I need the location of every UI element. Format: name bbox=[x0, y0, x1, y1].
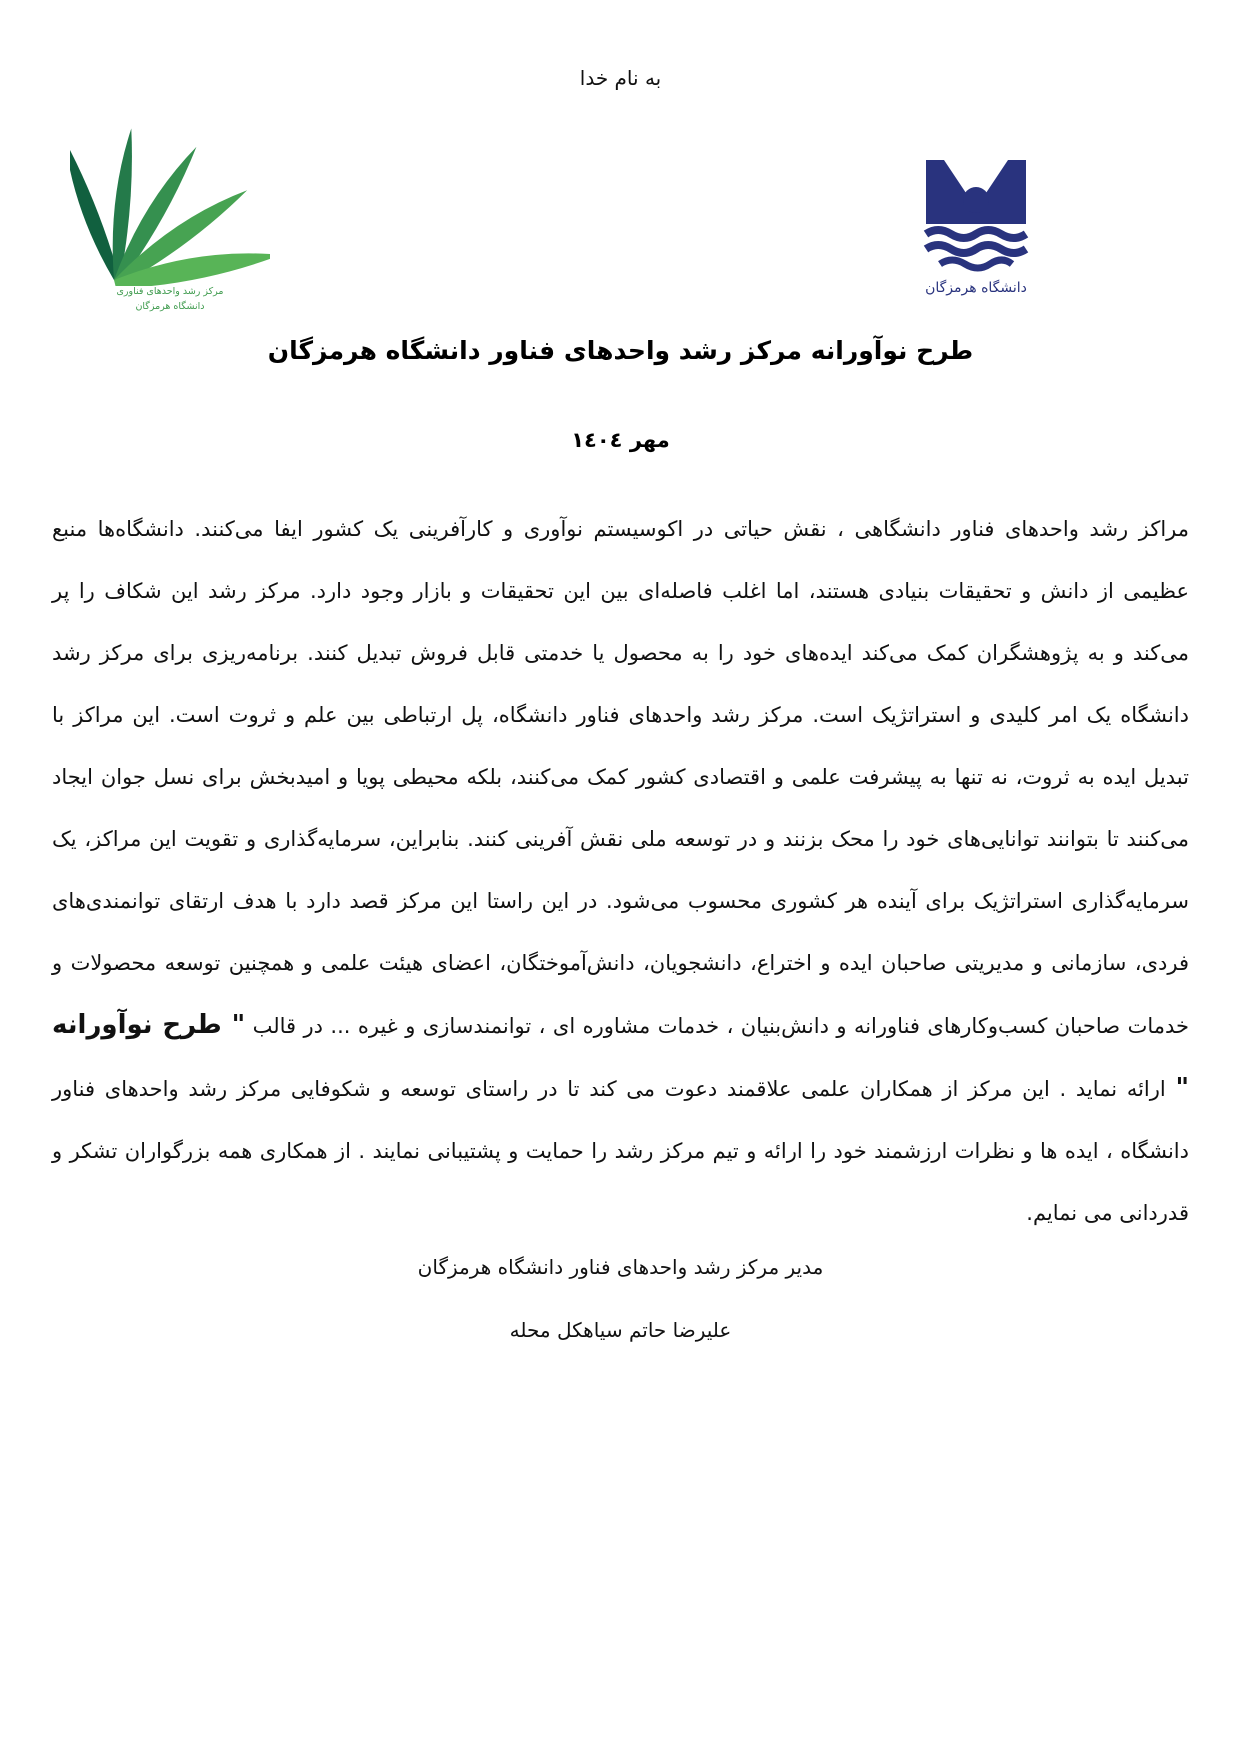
body-text-part2: ارائه نماید . این مرکز از همکاران علمی علاقمند دعوت می کند تا در راستای توسعه و شکوفایی مرکز رشد واحدهای فناور دانشگاه ، ایده ها و نظرات ارزشمند خود را ارائه و تیم مرکز رشد را حمایت و پشتیبانی نمایند . از همکاری همه بزرگواران تشکر و قدردانی می نمایم. bbox=[52, 1077, 1189, 1225]
document-title: طرح نوآورانه مرکز رشد واحدهای فناور دانشگاه هرمزگان bbox=[267, 336, 974, 365]
ministry-caption: دانشگاه هرمزگان bbox=[925, 280, 1027, 296]
ministry-logo-icon bbox=[860, 108, 1095, 300]
incubator-logo bbox=[70, 104, 270, 314]
ministry-logo bbox=[860, 108, 1095, 304]
incubator-logo-icon bbox=[70, 104, 270, 286]
ministry-arc-text bbox=[860, 108, 866, 112]
svg-text:وزارت علوم، تحقیقات و فناوری bbox=[860, 108, 866, 112]
signature-block bbox=[0, 1236, 1241, 1362]
incubator-caption-line1: مرکز رشد واحدهای فناوری bbox=[116, 286, 224, 297]
document-date: مهر ١٤٠٤ bbox=[571, 428, 670, 452]
bismillah-text: به نام خدا bbox=[579, 66, 662, 90]
letterhead bbox=[0, 0, 1241, 500]
incubator-logo-captions bbox=[70, 284, 270, 314]
incubator-caption-line2: دانشگاه هرمزگان bbox=[135, 301, 205, 312]
signature-name: علیرضا حاتم سیاهکل محله bbox=[509, 1318, 732, 1342]
ministry-book-emblem bbox=[926, 160, 1026, 268]
body-text-part1: مراکز رشد واحدهای فناور دانشگاهی ، نقش حیاتی در اکوسیستم نوآوری و کارآفرینی یک کشور ایفا می‌کنند. دانشگاه‌ها منبع عظیمی از دانش و تحقیقات بنیادی هستند، اما اغلب فاصله‌ای بین این تحقیقات و بازار وجود دارد. مرکز رشد این شکاف را پر می‌کند و به پژوهشگران کمک می‌کند ایده‌های خود را به محصول یا خدمتی قابل فروش تبدیل کنند. برنامه‌ریزی برای مرکز رشد دانشگاه یک امر کلیدی و استراتژیک است. مرکز رشد واحدهای فناور دانشگاه، پل ارتباطی بین علم و ثروت است. این مراکز با تبدیل ایده به ثروت، نه تنها به پیشرفت علمی و اقتصادی کشور کمک می‌کنند، بلکه محیطی پویا و امیدبخش برای نسل جوان ایجاد می‌کنند تا بتوانند توانایی‌های خود را محک بزنند و در توسعه ملی نقش آفرینی کنند. بنابراین، سرمایه‌گذاری و تقویت این مراکز، یک سرمایه‌گذاری استراتژیک برای آینده هر کشوری محسوب می‌شود. در این راستا این مرکز قصد دارد با هدف ارتقای توانمندی‌های فردی، سازمانی و مدیریتی صاحبان ایده و اختراع، دانشجویان، دانش‌آموختگان، اعضای هیئت علمی و همچنین توسعه محصولات و خدمات صاحبان کسب‌وکارهای فناورانه و دانش‌بنیان ، خدمات مشاوره ای ، توانمندسازی و غیره ... در قالب bbox=[52, 517, 1189, 1038]
innovative-plan-highlight: " طرح نوآورانه " bbox=[52, 1010, 1189, 1103]
signature-role: مدیر مرکز رشد واحدهای فناور دانشگاه هرمزگان bbox=[417, 1255, 824, 1279]
body-paragraph bbox=[52, 498, 1189, 1244]
